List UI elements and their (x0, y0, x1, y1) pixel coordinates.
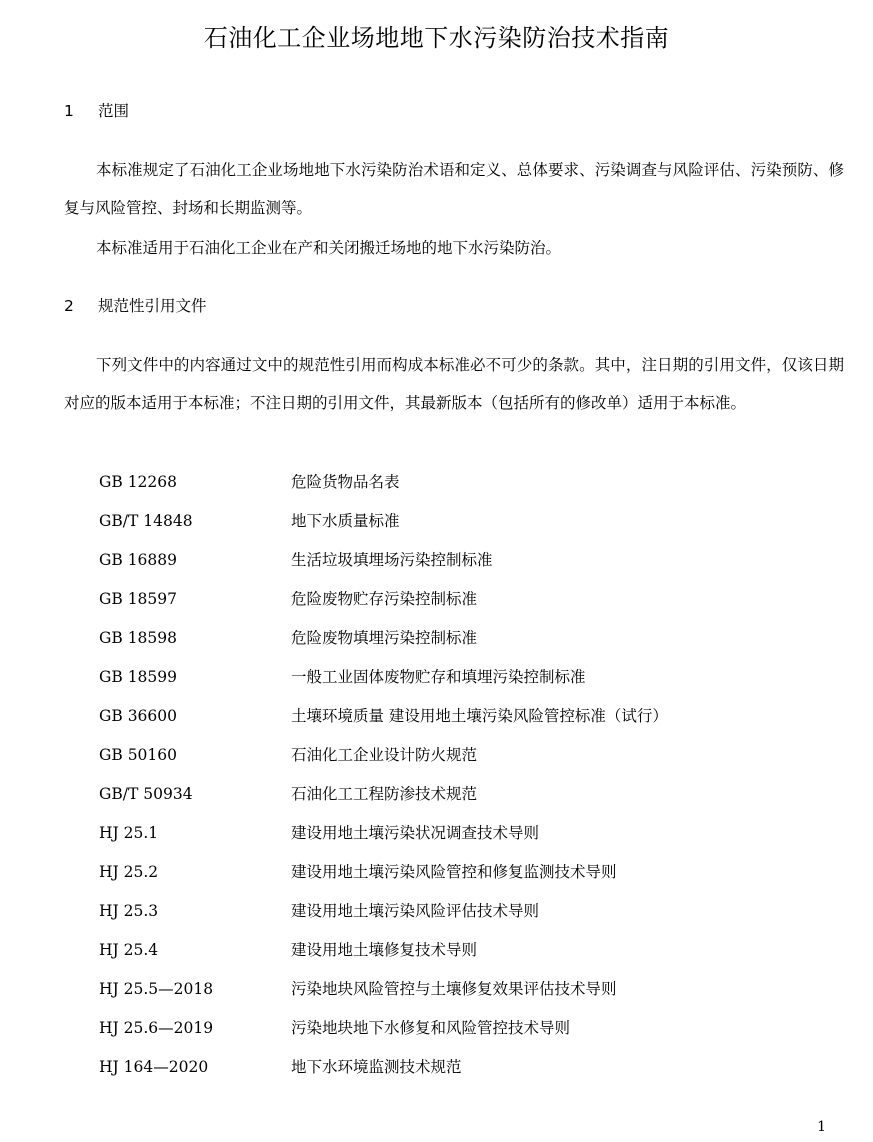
reference-item (99, 700, 799, 739)
section-title: 范围 (98, 102, 130, 120)
reference-item (99, 544, 799, 583)
reference-item (99, 661, 799, 700)
section-number: 2 (64, 297, 74, 315)
reference-item (99, 1012, 799, 1051)
reference-title: 一般工业固体废物贮存和填埋污染控制标准 (291, 668, 586, 686)
reference-title: 建设用地土壤污染风险评估技术导则 (291, 902, 540, 920)
reference-item (99, 739, 799, 778)
reference-code: GB 12268 (99, 473, 178, 491)
reference-title: 污染地块地下水修复和风险管控技术导则 (291, 1019, 571, 1037)
section-heading-normative-references (64, 294, 207, 318)
reference-code: HJ 25.6—2019 (99, 1019, 214, 1037)
reference-item (99, 505, 799, 544)
reference-item (99, 583, 799, 622)
section-number: 1 (64, 102, 74, 120)
reference-code: GB 50160 (99, 746, 178, 764)
paragraph: 本标准规定了石油化工企业场地地下水污染防治术语和定义、总体要求、污染调查与风险评估、污染预防、修复与风险管控、封场和长期监测等。 (64, 161, 844, 217)
reference-item (99, 934, 799, 973)
reference-item (99, 973, 799, 1012)
paragraph: 下列文件中的内容通过文中的规范性引用而构成本标准必不可少的条款。其中，注日期的引用文件，仅该日期对应的版本适用于本标准；不注日期的引用文件，其最新版本（包括所有的修改单）适用于本标准。 (64, 356, 844, 412)
reference-code: GB 18598 (99, 629, 178, 647)
reference-code: HJ 25.1 (99, 824, 159, 842)
reference-title: 生活垃圾填埋场污染控制标准 (291, 551, 493, 569)
reference-item (99, 817, 799, 856)
section-title: 规范性引用文件 (98, 297, 207, 315)
reference-code: GB/T 14848 (99, 512, 193, 530)
reference-code: GB 16889 (99, 551, 178, 569)
reference-title: 地下水环境监测技术规范 (291, 1058, 462, 1076)
reference-item (99, 856, 799, 895)
paragraph: 本标准适用于石油化工企业在产和关闭搬迁场地的地下水污染防治。 (96, 239, 562, 257)
reference-code: GB/T 50934 (99, 785, 193, 803)
reference-code: HJ 25.2 (99, 863, 159, 881)
reference-item (99, 778, 799, 817)
section-heading-scope (64, 99, 129, 123)
reference-list (99, 466, 799, 1090)
reference-title: 地下水质量标准 (291, 512, 400, 530)
reference-title: 污染地块风险管控与土壤修复效果评估技术导则 (291, 980, 617, 998)
reference-code: GB 18597 (99, 590, 178, 608)
reference-title: 石油化工企业设计防火规范 (291, 746, 478, 764)
reference-title: 建设用地土壤污染状况调查技术导则 (291, 824, 540, 842)
reference-title: 土壤环境质量 建设用地土壤污染风险管控标准（试行） (291, 707, 668, 725)
reference-title: 危险货物品名表 (291, 473, 400, 491)
reference-title: 石油化工工程防渗技术规范 (291, 785, 478, 803)
reference-title: 危险废物填埋污染控制标准 (291, 629, 478, 647)
reference-item (99, 1051, 799, 1090)
document-title: 石油化工企业场地地下水污染防治技术指南 (203, 24, 670, 52)
reference-title: 建设用地土壤污染风险管控和修复监测技术导则 (291, 863, 617, 881)
reference-code: HJ 25.4 (99, 941, 159, 959)
page-number: 1 (817, 1119, 826, 1135)
reference-code: HJ 25.5—2018 (99, 980, 214, 998)
reference-item (99, 895, 799, 934)
reference-title: 建设用地土壤修复技术导则 (291, 941, 478, 959)
reference-code: HJ 25.3 (99, 902, 159, 920)
reference-item (99, 466, 799, 505)
reference-code: GB 18599 (99, 668, 178, 686)
reference-item (99, 622, 799, 661)
reference-code: GB 36600 (99, 707, 178, 725)
reference-title: 危险废物贮存污染控制标准 (291, 590, 478, 608)
reference-code: HJ 164—2020 (99, 1058, 209, 1076)
